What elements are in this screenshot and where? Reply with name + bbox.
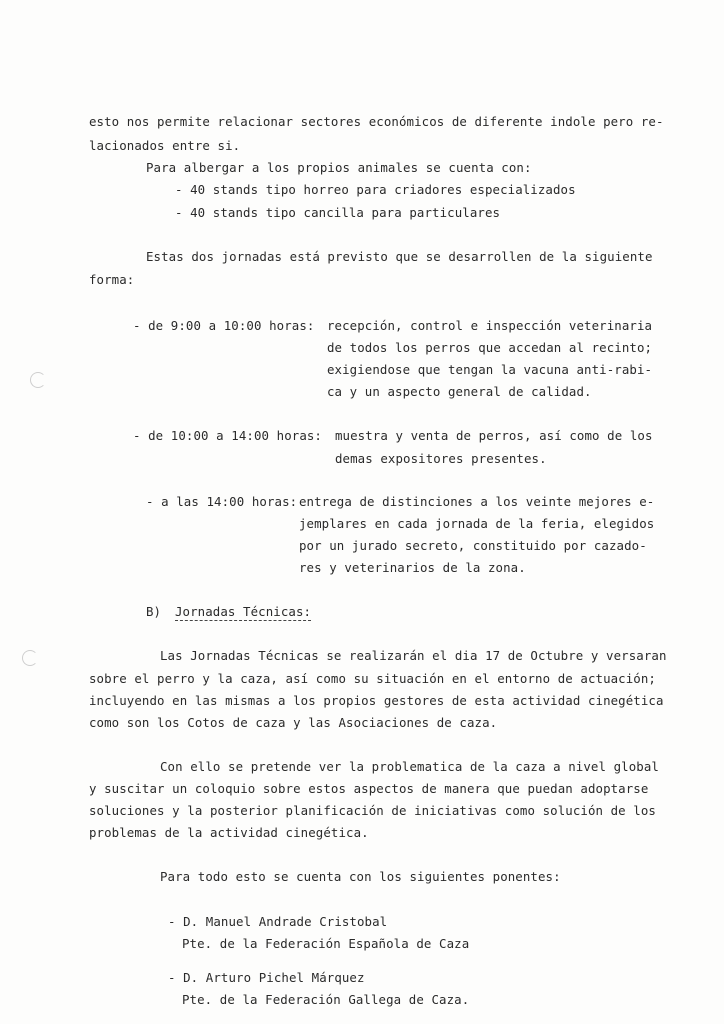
schedule-description-line: ca y un aspecto general de calidad. bbox=[327, 384, 592, 399]
list-item: - 40 stands tipo cancilla para particulares bbox=[175, 205, 501, 220]
speaker-role: Pte. de la Federación Española de Caza bbox=[182, 936, 470, 951]
section-heading bbox=[175, 604, 311, 620]
paragraph-line: sobre el perro y la caza, así como su situación en el entorno de actuación; bbox=[89, 671, 656, 686]
schedule-description-line: de todos los perros que accedan al recinto; bbox=[327, 340, 653, 355]
speaker-name: - D. Manuel Andrade Cristobal bbox=[168, 914, 388, 929]
paragraph-line: Estas dos jornadas está previsto que se desarrollen de la siguiente bbox=[146, 249, 653, 264]
punch-hole-mark bbox=[22, 650, 38, 666]
schedule-time: - a las 14:00 horas: bbox=[146, 494, 298, 509]
punch-hole-mark bbox=[30, 372, 46, 388]
section-label: B) bbox=[146, 604, 162, 619]
speaker-role: Pte. de la Federación Gallega de Caza. bbox=[182, 992, 470, 1007]
speaker-name: - D. Arturo Pichel Márquez bbox=[168, 970, 365, 985]
schedule-description-line: entrega de distinciones a los veinte mejores e- bbox=[299, 494, 655, 509]
schedule-description-line: por un jurado secreto, constituido por cazado- bbox=[299, 538, 647, 553]
schedule-time: - de 10:00 a 14:00 horas: bbox=[133, 428, 322, 443]
paragraph-line: Las Jornadas Técnicas se realizarán el dia 17 de Octubre y versaran bbox=[160, 648, 667, 663]
schedule-description-line: demas expositores presentes. bbox=[335, 451, 547, 466]
schedule-description-line: muestra y venta de perros, así como de los bbox=[335, 428, 653, 443]
section-heading-text: Jornadas Técnicas: bbox=[175, 604, 312, 619]
paragraph-line: lacionados entre si. bbox=[89, 138, 241, 153]
schedule-time: - de 9:00 a 10:00 horas: bbox=[133, 318, 315, 333]
schedule-description-line: res y veterinarios de la zona. bbox=[299, 560, 526, 575]
animals-intro: Para albergar a los propios animales se cuenta con: bbox=[146, 160, 532, 175]
schedule-description-line: recepción, control e inspección veterinaria bbox=[327, 318, 653, 333]
paragraph-line: incluyendo en las mismas a los propios gestores de esta actividad cinegética bbox=[89, 693, 664, 708]
list-item: - 40 stands tipo horreo para criadores especializados bbox=[175, 182, 576, 197]
paragraph-line: esto nos permite relacionar sectores económicos de diferente indole pero re- bbox=[89, 114, 664, 129]
paragraph-line: problemas de la actividad cinegética. bbox=[89, 825, 369, 840]
schedule-description-line: exigiendose que tengan la vacuna anti-rabi- bbox=[327, 362, 653, 377]
paragraph-line: Con ello se pretende ver la problematica de la caza a nivel global bbox=[160, 759, 659, 774]
paragraph-line: soluciones y la posterior planificación de iniciativas como solución de los bbox=[89, 803, 656, 818]
schedule-description-line: jemplares en cada jornada de la feria, elegidos bbox=[299, 516, 655, 531]
speakers-intro: Para todo esto se cuenta con los siguientes ponentes: bbox=[160, 869, 561, 884]
paragraph-line: forma: bbox=[89, 272, 135, 287]
paragraph-line: como son los Cotos de caza y las Asociaciones de caza. bbox=[89, 715, 498, 730]
paragraph-line: y suscitar un coloquio sobre estos aspectos de manera que puedan adoptarse bbox=[89, 781, 649, 796]
